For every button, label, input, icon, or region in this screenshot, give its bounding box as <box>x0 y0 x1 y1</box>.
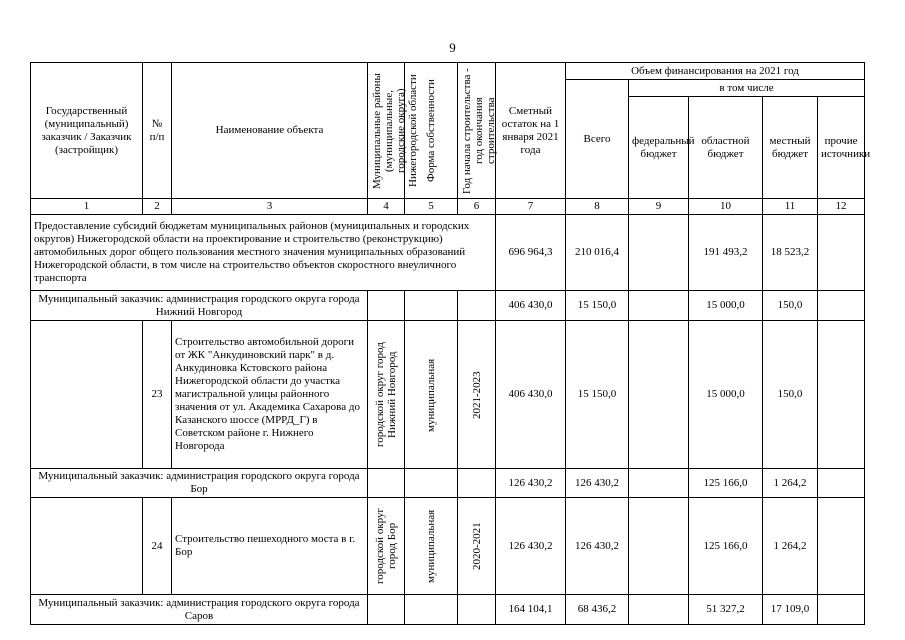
cell-regional: 15 000,0 <box>689 321 763 469</box>
cell-local: 17 109,0 <box>763 595 818 625</box>
col-number: 5 <box>405 199 458 215</box>
col-number: 2 <box>143 199 172 215</box>
col-number: 8 <box>566 199 629 215</box>
customer-label: Муниципальный заказчик: администрация городского округа города Бор <box>31 469 368 498</box>
cell-federal <box>629 291 689 321</box>
object-row-23 <box>31 321 865 469</box>
col-number: 11 <box>763 199 818 215</box>
cell-balance: 126 430,2 <box>496 498 566 595</box>
cell-total: 15 150,0 <box>566 291 629 321</box>
header-other: прочие источники <box>818 97 865 199</box>
object-ownership: муниципальная <box>425 357 437 432</box>
header-total: Всего <box>566 80 629 199</box>
cell-total: 68 436,2 <box>566 595 629 625</box>
cell-other <box>818 215 865 291</box>
header-ownership-text: Форма собственности <box>425 79 437 182</box>
cell-federal <box>629 215 689 291</box>
cell-total: 15 150,0 <box>566 321 629 469</box>
cell-other <box>818 291 865 321</box>
page-number: 9 <box>449 40 456 55</box>
col-number: 6 <box>458 199 496 215</box>
cell-federal <box>629 595 689 625</box>
object-name: Строительство пешеходного моста в г. Бор <box>172 498 368 595</box>
program-label: Предоставление субсидий бюджетам муниципальных районов (муниципальных и городских округов) Нижегородской области на проектирование и строительство (реконструкцию) автомобильных дорог общего пользования местного значения муниципальных образований Нижегородской области, в том числе на строительство объектов скоростного внеуличного транспорта <box>31 215 496 291</box>
cell-local: 1 264,2 <box>763 469 818 498</box>
object-row-24 <box>31 498 865 595</box>
object-name: Строительство автомобильной дороги от ЖК "Анкудиновский парк" в д. Анкудиновка Кстовского района Нижегородской области до участка магистральной улицы районного значения от ул. Академика Сахарова до Казанского шоссе (МРРД_Г) в Советском районе г. Нижнего Новгорода <box>172 321 368 469</box>
header-district <box>368 63 419 199</box>
cell-regional: 51 327,2 <box>689 595 763 625</box>
customer-row-nn <box>31 291 865 321</box>
col-number: 4 <box>368 199 405 215</box>
header-regional: областной бюджет <box>689 97 763 199</box>
col-number: 7 <box>496 199 566 215</box>
cell-other <box>818 595 865 625</box>
main-program-row <box>31 215 865 291</box>
cell-other <box>818 321 865 469</box>
object-ownership: муниципальная <box>425 509 437 583</box>
cell-local: 150,0 <box>763 321 818 469</box>
cell-balance: 406 430,0 <box>496 291 566 321</box>
object-district: городской округ город Бор <box>374 507 398 585</box>
cell-other <box>818 498 865 595</box>
customer-row-sarov <box>31 595 865 625</box>
header-federal: федеральный бюджет <box>629 97 689 199</box>
customer-label: Муниципальный заказчик: администрация городского округа города Саров <box>31 595 368 625</box>
col-number: 12 <box>818 199 865 215</box>
cell-local: 18 523,2 <box>763 215 818 291</box>
header-years-text: Год начала строительства - год окончания строительства <box>461 67 497 194</box>
header-balance: Сметный остаток на 1 января 2021 года <box>496 63 566 199</box>
cell-balance: 126 430,2 <box>496 469 566 498</box>
header-customer: Государственный (муниципальный) заказчик / Заказчик (застройщик) <box>31 63 143 199</box>
cell-regional: 15 000,0 <box>689 291 763 321</box>
col-number: 3 <box>172 199 368 215</box>
header-years <box>458 63 496 199</box>
cell-total: 126 430,2 <box>566 498 629 595</box>
col-number: 9 <box>629 199 689 215</box>
header-including: в том числе <box>629 80 865 97</box>
cell-other <box>818 469 865 498</box>
col-number: 10 <box>689 199 763 215</box>
cell-local: 150,0 <box>763 291 818 321</box>
cell-federal <box>629 498 689 595</box>
col-number: 1 <box>31 199 143 215</box>
header-volume: Объем финансирования на 2021 год <box>566 63 865 80</box>
header-num: № п/п <box>143 63 172 199</box>
header-object-name: Наименование объекта <box>172 63 368 199</box>
cell-total: 126 430,2 <box>566 469 629 498</box>
object-number: 24 <box>143 498 172 595</box>
column-number-row <box>31 199 865 215</box>
cell-regional: 125 166,0 <box>689 469 763 498</box>
cell-local: 1 264,2 <box>763 498 818 595</box>
cell-federal <box>629 469 689 498</box>
customer-label: Муниципальный заказчик: администрация городского округа города Нижний Новгород <box>31 291 368 321</box>
header-district-text: Муниципальные районы (муниципальные, городские округа) Нижегородской области <box>371 72 419 189</box>
object-district: городской округ город Нижний Новгород <box>374 342 398 447</box>
object-years: 2020-2021 <box>470 522 483 570</box>
header-local: местный бюджет <box>763 97 818 199</box>
object-years: 2021-2023 <box>470 370 483 419</box>
cell-balance: 696 964,3 <box>496 215 566 291</box>
cell-balance: 406 430,0 <box>496 321 566 469</box>
financing-table <box>30 62 871 625</box>
cell-federal <box>629 321 689 469</box>
cell-regional: 191 493,2 <box>689 215 763 291</box>
customer-row-bor <box>31 469 865 498</box>
object-number: 23 <box>143 321 172 469</box>
header-row-1 <box>31 63 865 80</box>
cell-balance: 164 104,1 <box>496 595 566 625</box>
cell-total: 210 016,4 <box>566 215 629 291</box>
cell-regional: 125 166,0 <box>689 498 763 595</box>
